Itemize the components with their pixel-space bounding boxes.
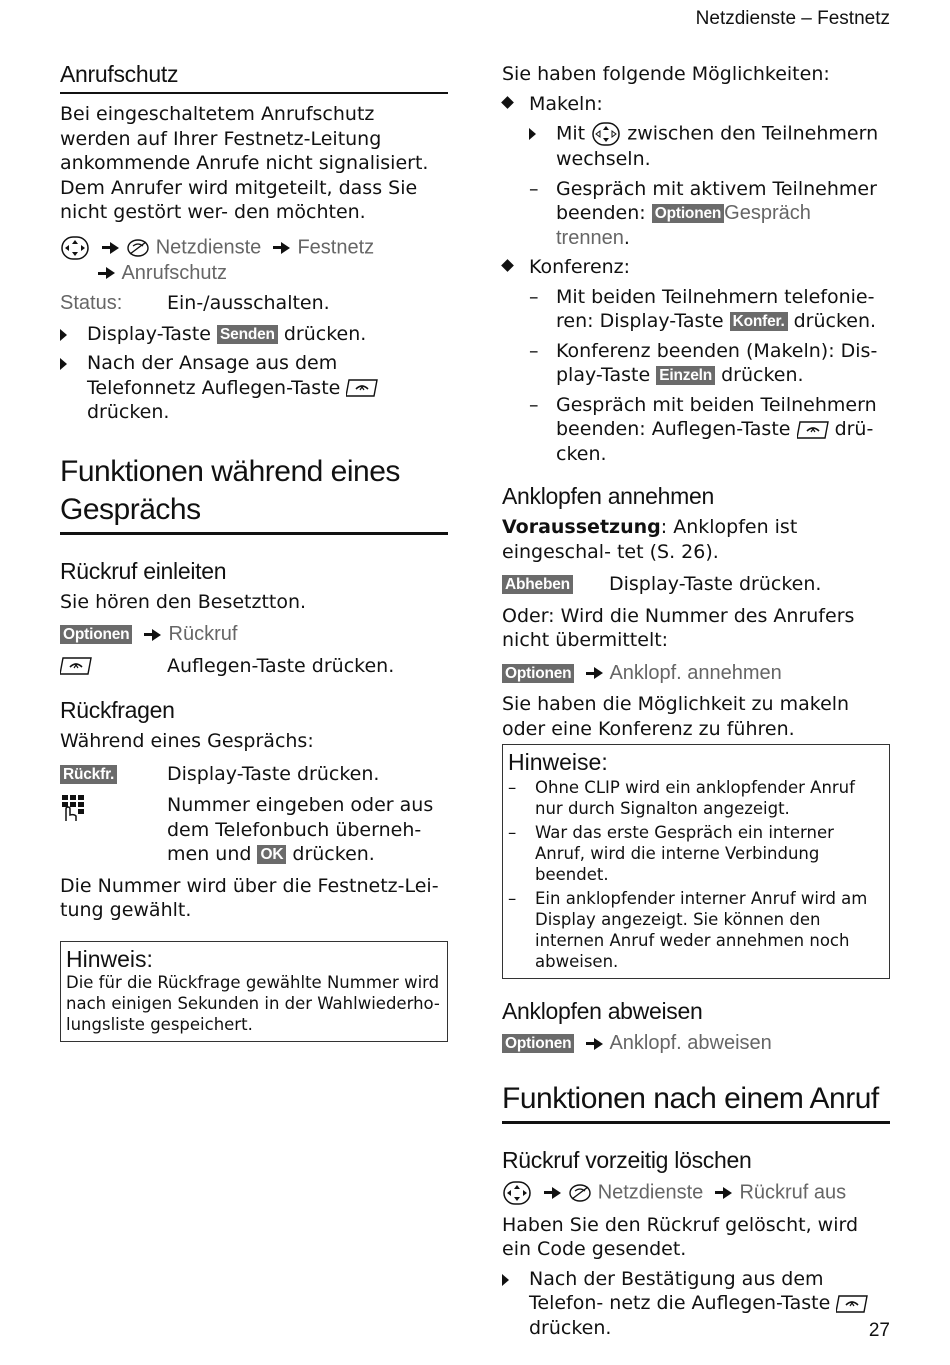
step-triangle-icon xyxy=(60,358,67,370)
hinweis-box xyxy=(60,941,448,1042)
heading-funktionen-waehrend: Funktionen während eines Gesprächs xyxy=(60,453,448,535)
page-number: 27 xyxy=(868,1320,890,1341)
menu-item-anklopf-annehmen: Anklopf. annehmen xyxy=(609,661,782,684)
key-konfer: Konfer. xyxy=(730,312,788,331)
dash-konferenz-2 xyxy=(529,339,890,388)
keypad-icon xyxy=(60,793,90,823)
abheben-row xyxy=(502,572,890,597)
step-text: zwischen den Teilnehmern wechseln. xyxy=(556,122,879,170)
key-rueckfr: Rückfr. xyxy=(60,765,117,784)
hinweise-box xyxy=(502,744,890,979)
end-call-key-icon xyxy=(60,656,92,676)
dash-text: Gespräch mit aktivem Teilnehmer beenden: xyxy=(556,177,877,224)
diamond-bullet-icon xyxy=(501,96,514,109)
diamond-bullet-icon xyxy=(501,259,514,272)
step-senden xyxy=(60,322,448,347)
arrow-icon xyxy=(594,1038,603,1050)
menu-item-festnetz: Festnetz xyxy=(297,235,375,258)
menu-path-anklopf-abweisen xyxy=(502,1031,890,1056)
dash-text: Mit beiden Teilnehmern telefonie- ren: Display-Taste xyxy=(556,285,875,332)
step-auflegen xyxy=(60,351,448,425)
menu-item-netzdienste: Netzdienste xyxy=(597,1180,704,1203)
arrow-icon xyxy=(281,242,290,254)
arrow-icon xyxy=(152,629,161,641)
dash-text: drücken. xyxy=(793,310,877,332)
keypad-cell xyxy=(60,793,167,867)
number-entry-text: Nummer eingeben oder aus dem Telefonbuch überneh- men und xyxy=(167,794,434,865)
step-triangle-icon xyxy=(60,329,67,341)
arrow-icon xyxy=(723,1187,732,1199)
navigation-key-icon xyxy=(502,1180,532,1206)
heading-anklopfen-abweisen: Anklopfen abweisen xyxy=(502,998,703,1024)
rueckruf-text: Sie hören den Besetztton. xyxy=(60,590,307,613)
dash-text: drü- cken. xyxy=(556,418,874,465)
key-optionen: Optionen xyxy=(60,625,132,644)
key-optionen: Optionen xyxy=(652,204,724,223)
dash-text: drücken. xyxy=(721,364,804,386)
prereq-text: : Anklopfen ist eingeschal- tet (S. 26). xyxy=(502,516,798,563)
heading-rueckruf: Rückruf einleiten xyxy=(60,557,227,584)
navigation-key-icon xyxy=(591,121,621,147)
heading-rueckruf-loeschen: Rückruf vorzeitig löschen xyxy=(502,1146,752,1173)
menu-item-netzdienste: Netzdienste xyxy=(155,235,262,258)
step-loeschen xyxy=(502,1267,890,1341)
end-call-key-icon xyxy=(797,420,829,440)
makeln-label: Makeln: xyxy=(529,92,603,115)
hinweis-item: – Ein anklopfender interner Anruf wird am Display angezeigt. Sie können den internen Anruf weder annehmen noch abweisen. xyxy=(508,888,884,972)
menu-item-gespraech-trennen: Gespräch trennen xyxy=(556,202,811,249)
arrow-icon xyxy=(110,242,119,254)
arrow-icon xyxy=(106,267,115,279)
menu-path-anklopf-annehmen xyxy=(502,661,890,686)
bullet-konferenz xyxy=(502,255,890,280)
loeschen-text: Haben Sie den Rückruf gelöscht, wird ein Code gesendet. xyxy=(502,1213,859,1260)
step-text: drücken. xyxy=(283,322,367,345)
step-text: Nach der Bestätigung aus dem Telefon- netz die Auflegen-Taste xyxy=(529,1267,831,1314)
end-call-key-cell xyxy=(60,654,167,679)
anklopfen-prereq xyxy=(502,515,890,564)
network-service-icon xyxy=(568,1183,592,1203)
hinweis-item: – War das erste Gespräch ein interner Anruf, wird die interne Verbindung beendet. xyxy=(508,822,884,885)
menu-path-rueckruf xyxy=(60,622,448,647)
anklopfen-after: Sie haben die Möglichkeit zu makeln oder eine Konferenz zu führen. xyxy=(502,693,850,740)
step-text: Mit xyxy=(556,122,586,145)
heading-anrufschutz: Anrufschutz xyxy=(60,60,448,94)
menu-item-rueckruf-aus: Rückruf aus xyxy=(739,1180,847,1203)
anklopfen-oder: Oder: Wird die Nummer des Anrufers nicht übermittelt: xyxy=(502,604,855,651)
rueckfragen-after: Die Nummer wird über die Festnetz-Lei- tung gewählt. xyxy=(60,874,439,921)
heading-funktionen-nach: Funktionen nach einem Anruf xyxy=(502,1080,890,1124)
key-abheben: Abheben xyxy=(502,575,573,594)
hinweis-title: Hinweis: xyxy=(66,945,153,972)
dash-text: Gespräch mit beiden Teilnehmern beenden: Auflegen-Taste xyxy=(556,393,877,440)
heading-anklopfen-annehmen: Anklopfen annehmen xyxy=(502,483,714,509)
hinweis-item: – Ohne CLIP wird ein anklopfender Anruf nur durch Signalton angezeigt. xyxy=(508,777,884,819)
step-triangle-icon xyxy=(502,1274,509,1286)
menu-item-anklopf-abweisen: Anklopf. abweisen xyxy=(609,1032,772,1054)
number-entry-row xyxy=(60,793,448,867)
key-optionen: Optionen xyxy=(502,664,574,683)
end-call-key-icon xyxy=(836,1294,868,1314)
status-label: Status: xyxy=(60,292,123,314)
network-service-icon xyxy=(126,238,150,258)
running-header: Netzdienste – Festnetz xyxy=(695,8,890,29)
dash-konferenz-1 xyxy=(529,285,890,334)
step-text: drücken. xyxy=(87,401,170,423)
status-row xyxy=(60,291,448,316)
left-column xyxy=(60,60,448,1042)
rueckfr-text: Display-Taste drücken. xyxy=(167,762,380,785)
rueckfragen-text: Während eines Gesprächs: xyxy=(60,730,314,752)
arrow-icon xyxy=(594,667,603,679)
menu-item-rueckruf: Rückruf xyxy=(168,623,238,645)
heading-rueckfragen: Rückfragen xyxy=(60,697,175,723)
key-optionen: Optionen xyxy=(502,1034,574,1053)
key-senden: Senden xyxy=(217,325,278,344)
end-call-key-icon xyxy=(346,378,378,398)
step-text: drücken. xyxy=(529,1316,612,1339)
end-call-text: Auflegen-Taste drücken. xyxy=(167,654,395,677)
number-entry-text: drücken. xyxy=(292,843,375,865)
dash-konferenz-3 xyxy=(529,393,890,467)
abheben-text: Display-Taste drücken. xyxy=(609,573,822,595)
key-ok: OK xyxy=(257,845,286,864)
step-makeln xyxy=(529,121,890,172)
step-text: Display-Taste xyxy=(87,322,211,345)
menu-path-rueckruf-aus xyxy=(502,1180,890,1206)
prereq-bold: Voraussetzung xyxy=(502,516,661,538)
menu-path-anrufschutz xyxy=(60,235,448,286)
dash-text: Konferenz beenden (Makeln): Dis- play-Taste xyxy=(556,339,878,386)
anrufschutz-text: Bei eingeschaltetem Anrufschutz werden auf Ihrer Festnetz-Leitung ankommende Anrufe nicht signalisiert. Dem Anrufer wird mitgeteilt, dass Sie nicht gestört wer- den möchten. xyxy=(60,103,429,223)
step-triangle-icon xyxy=(529,128,536,140)
hinweis-text: Die für die Rückfrage gewählte Nummer wird nach einigen Sekunden in der Wahlwiederho- lungsliste gespeichert. xyxy=(66,972,440,1034)
hinweise-title: Hinweise: xyxy=(508,749,608,775)
menu-item-anrufschutz: Anrufschutz xyxy=(121,261,228,284)
bullet-makeln xyxy=(502,92,890,117)
right-column xyxy=(502,62,890,1340)
konferenz-label: Konferenz: xyxy=(529,256,631,278)
options-intro: Sie haben folgende Möglichkeiten: xyxy=(502,63,830,85)
arrow-icon xyxy=(552,1187,561,1199)
rueckruf-end-row xyxy=(60,654,448,679)
status-text: Ein-/ausschalten. xyxy=(167,292,330,314)
navigation-key-icon xyxy=(60,235,90,261)
rueckfr-row xyxy=(60,762,448,787)
key-einzeln: Einzeln xyxy=(656,366,715,385)
step-text: Nach der Ansage aus dem Telefonnetz Auflegen-Taste xyxy=(87,352,341,399)
dash-makeln-beenden: – Gespräch mit aktivem Teilnehmer beenden: Optionen Gespräch trennen. xyxy=(529,177,890,251)
